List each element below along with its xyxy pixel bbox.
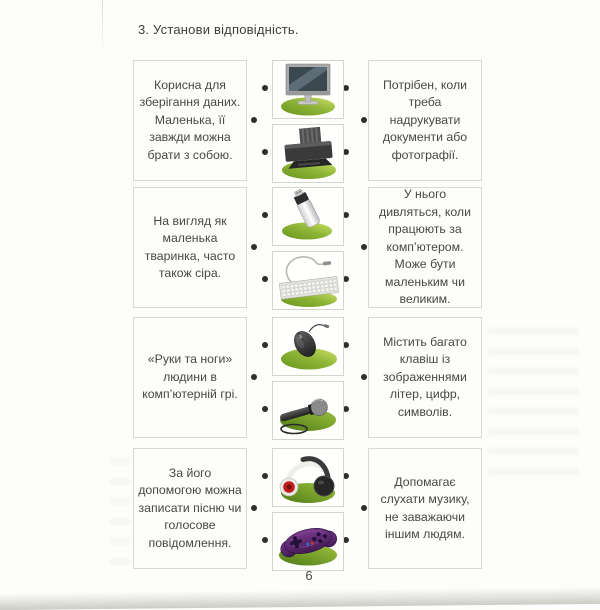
page-number: 6	[305, 568, 313, 583]
description-text: Потрібен, коли треба надрукувати документи або фотографії.	[382, 77, 468, 162]
left-description-card	[133, 60, 247, 181]
usb-flash-drive-image	[273, 188, 343, 245]
connector-dot	[262, 342, 268, 348]
monitor-image	[273, 61, 343, 118]
device-image-card	[272, 251, 344, 310]
description-text: Корисна для зберігання даних. Маленька, її завжди можна брати з собою.	[139, 77, 241, 162]
right-description-card	[368, 187, 482, 308]
exercise-title: 3. Установи відповідність.	[138, 22, 299, 37]
connector-dot	[361, 374, 367, 380]
device-image-card	[272, 317, 344, 376]
printer-image	[273, 125, 343, 182]
connector-dot	[262, 276, 268, 282]
connector-dot	[361, 505, 367, 511]
connector-dot	[361, 244, 367, 250]
match-group-3	[0, 317, 600, 438]
connector-dot	[262, 149, 268, 155]
device-image-card	[272, 512, 344, 571]
connector-dot	[251, 505, 257, 511]
left-description-card	[133, 448, 247, 569]
device-image-card	[272, 124, 344, 183]
connector-dot	[251, 117, 257, 123]
connector-dot	[262, 473, 268, 479]
device-image-card	[272, 448, 344, 507]
left-description-card	[133, 317, 247, 438]
microphone-image	[273, 382, 343, 439]
description-text: У нього дивляться, коли працюють за комп’ютером. Може бути маленьким чи великим.	[379, 187, 471, 307]
device-image-card	[272, 381, 344, 440]
connector-dot	[361, 117, 367, 123]
page-bottom-shadow	[0, 587, 600, 610]
description-text: Містить багато клавіш із зображеннями літер, цифр, символів.	[383, 334, 467, 419]
mouse-image	[273, 318, 343, 375]
description-text: За його допомогою можна записати пісню чи голосове повідомлення.	[138, 465, 242, 550]
description-text: Допомагає слухати музику, не заважаючи іншим людям.	[380, 474, 470, 541]
connector-dot	[251, 244, 257, 250]
match-group-1	[0, 60, 600, 181]
gamepad-image	[273, 513, 343, 570]
connector-dot	[262, 406, 268, 412]
right-description-card	[368, 60, 482, 181]
description-text: «Руки та ноги» людини в комп’ютерній грі.	[142, 352, 238, 402]
device-image-card	[272, 187, 344, 246]
right-description-card	[368, 317, 482, 438]
match-group-2	[0, 187, 600, 308]
device-image-card	[272, 60, 344, 119]
headphones-image	[273, 449, 343, 506]
connector-dot	[262, 85, 268, 91]
connector-dot	[251, 374, 257, 380]
description-text: На вигляд як маленька тваринка, часто також сіра.	[144, 213, 236, 280]
keyboard-image	[273, 252, 343, 309]
connector-dot	[262, 537, 268, 543]
connector-dot	[262, 212, 268, 218]
left-description-card	[133, 187, 247, 308]
right-description-card	[368, 448, 482, 569]
page-edge-line	[102, 0, 103, 58]
match-group-4	[0, 448, 600, 569]
